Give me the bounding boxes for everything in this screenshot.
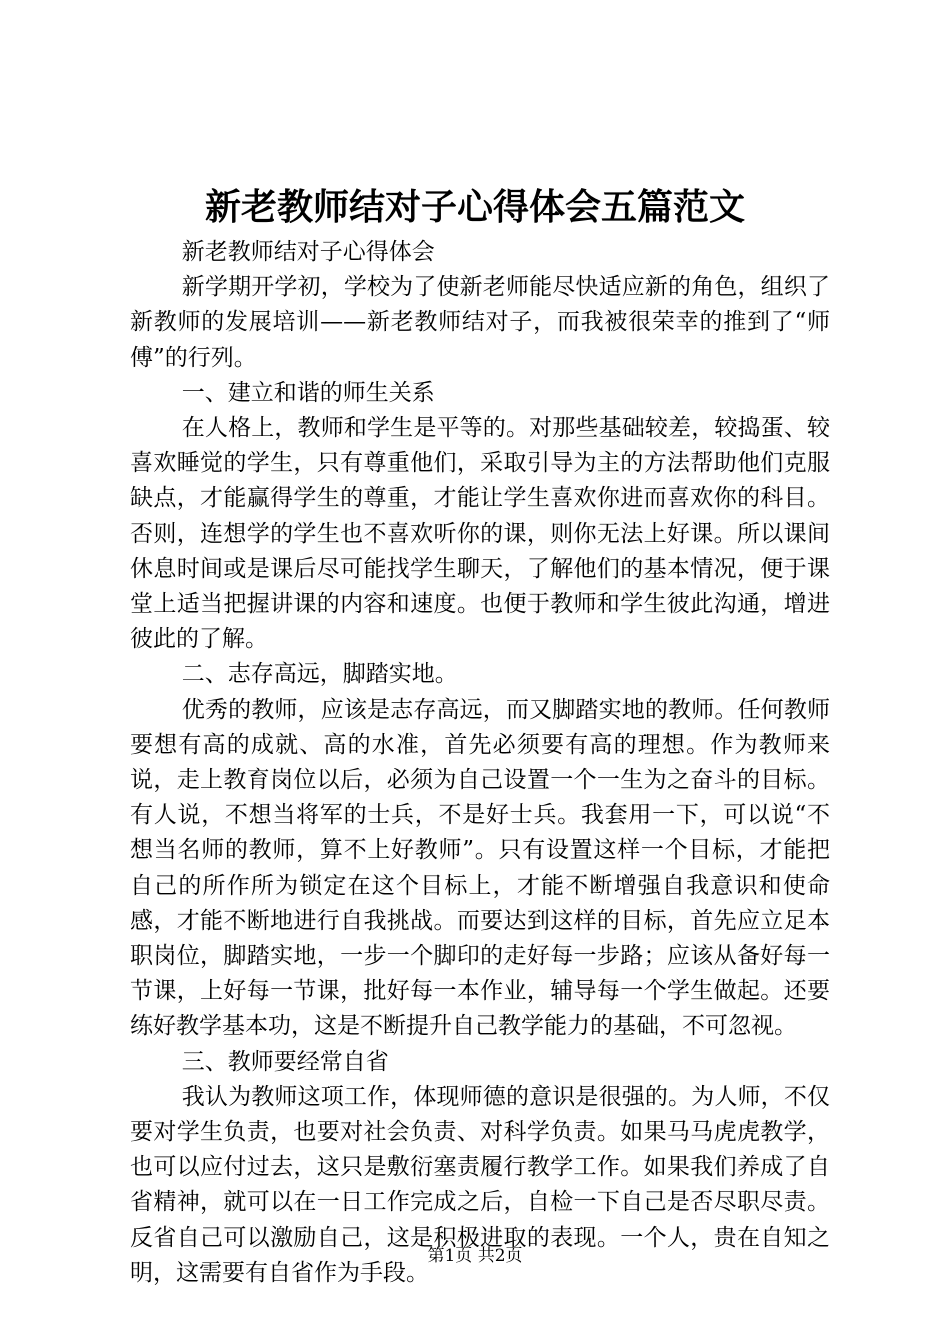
section-paragraph-3: 我认为教师这项工作，体现师德的意识是很强的。为人师，不仅要对学生负责，也要对社会负责、对科学负责。如果马马虎虎教学，也可以应付过去，这只是敷衍塞责履行教学工作。如果我们养成了自省精神，就可以在一日工作完成之后，自检一下自己是否尽职尽责。反省自己可以激励自己，这是积极进取的表现。一个人，贵在自知之明，这需要有自省作为手段。: [130, 1083, 830, 1286]
document-body: [130, 235, 830, 1291]
section-heading-1: 一、建立和谐的师生关系: [181, 379, 435, 406]
intro-paragraph: 新学期开学初，学校为了使新老师能尽快适应新的角色，组织了新教师的发展培训——新老教师结对子，而我被很荣幸的推到了“师傅”的行列。: [130, 274, 830, 371]
document-title: 新老教师结对子心得体会五篇范文: [204, 186, 745, 228]
subtitle-paragraph: 新老教师结对子心得体会: [181, 239, 435, 265]
page-footer: 第1页 共2页: [427, 1246, 523, 1266]
section-paragraph-2: 优秀的教师，应该是志存高远，而又脚踏实地的教师。任何教师要想有高的成就、高的水准，首先必须要有高的理想。作为教师来说，走上教育岗位以后，必须为自己设置一个一生为之奋斗的目标。有人说，不想当将军的士兵，不是好士兵。我套用一下，可以说“不想当名师的教师，算不上好教师”。只有设置这样一个目标，才能把自己的所作所为锁定在这个目标上，才能不断增强自我意识和使命感，才能不断地进行自我挑战。而要达到这样的目标，首先应立足本职岗位，脚踏实地，一步一个脚印的走好每一步路；应该从备好每一节课，上好每一节课，批好每一本作业，辅导每一个学生做起。还要练好教学基本功，这是不断提升自己教学能力的基础，不可忽视。: [130, 696, 830, 1040]
section-paragraph-1: 在人格上，教师和学生是平等的。对那些基础较差，较捣蛋、较喜欢睡觉的学生，只有尊重他们，采取引导为主的方法帮助他们克服缺点，才能赢得学生的尊重，才能让学生喜欢你进而喜欢你的科目。否则，连想学的学生也不喜欢听你的课，则你无法上好课。所以课间休息时间或是课后尽可能找学生聊天，了解他们的基本情况，便于课堂上适当把握讲课的内容和速度。也便于教师和学生彼此沟通，增进彼此的了解。: [130, 415, 830, 653]
section-heading-2: 二、志存高远，脚踏实地。: [181, 661, 458, 688]
section-heading-3: 三、教师要经常自省: [181, 1048, 389, 1075]
